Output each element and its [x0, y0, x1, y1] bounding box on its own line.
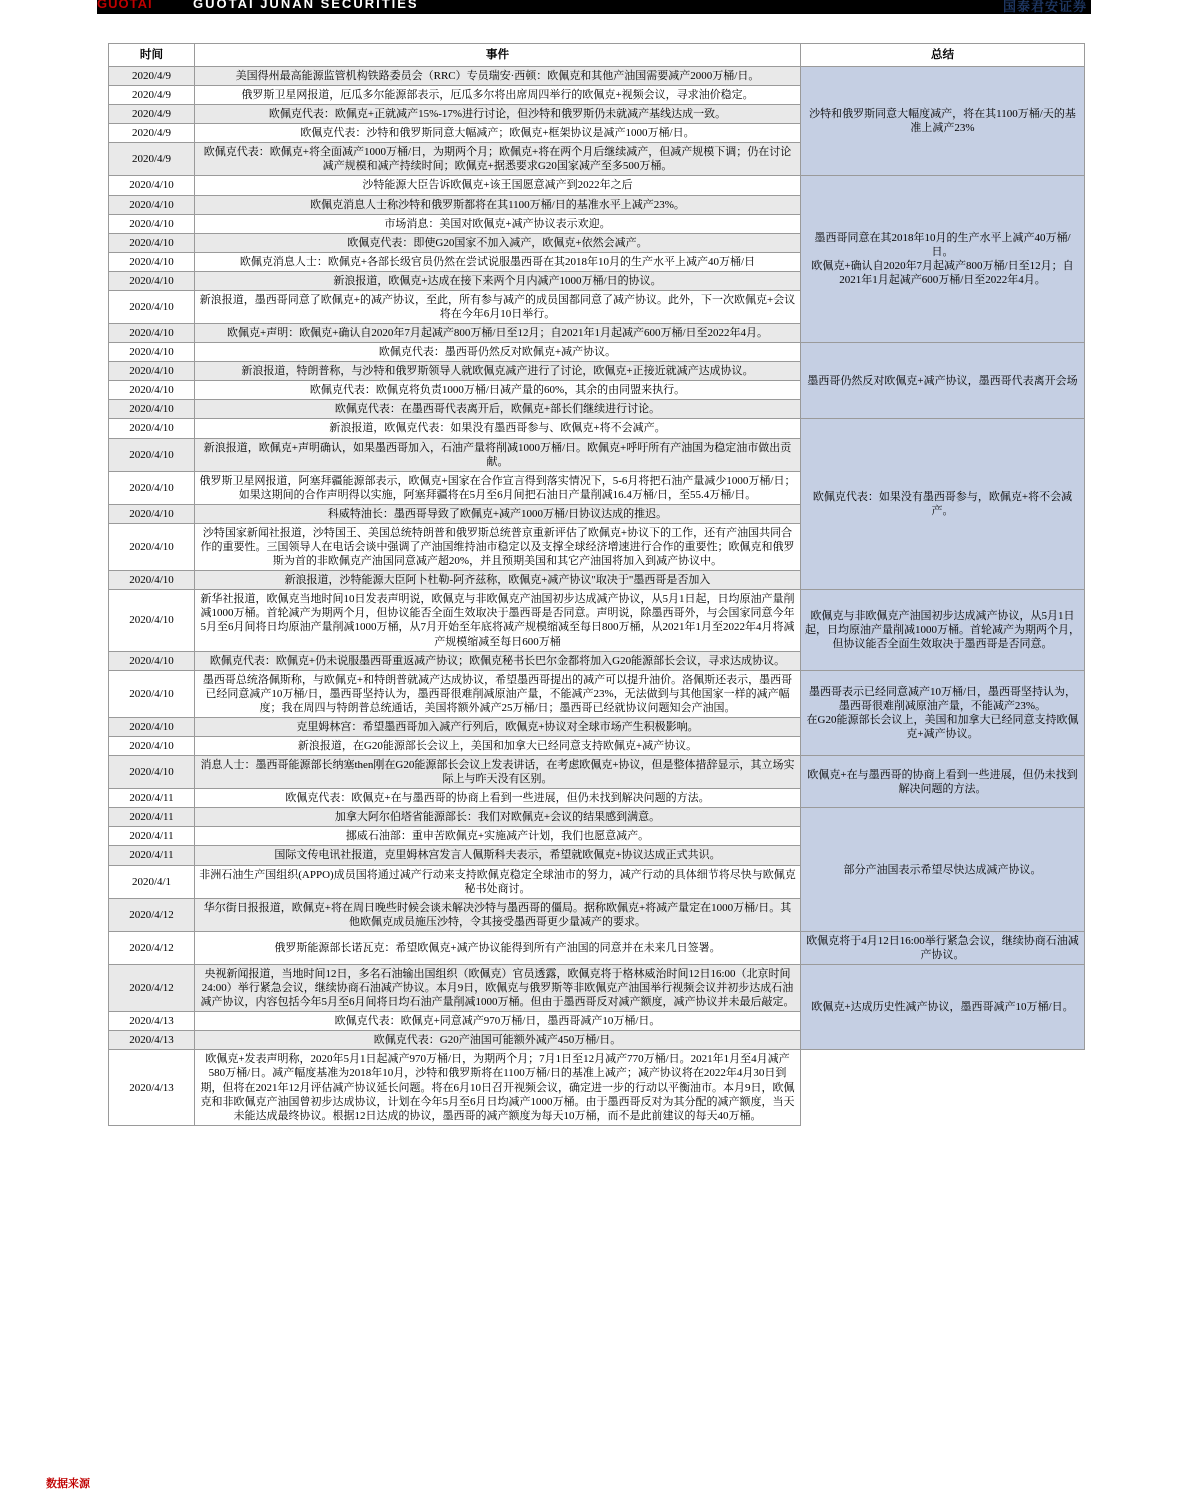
cell-event: 克里姆林宫：希望墨西哥加入减产行列后，欧佩克+协议对全球市场产生积极影响。 [195, 717, 801, 736]
cell-summary: 墨西哥仍然反对欧佩克+减产协议，墨西哥代表离开会场 [801, 343, 1085, 419]
cell-date: 2020/4/10 [109, 195, 195, 214]
cell-event: 加拿大阿尔伯塔省能源部长：我们对欧佩克+会议的结果感到满意。 [195, 808, 801, 827]
cell-date: 2020/4/10 [109, 419, 195, 438]
cell-date: 2020/4/9 [109, 124, 195, 143]
cell-date: 2020/4/10 [109, 756, 195, 789]
table-row [109, 964, 1085, 1011]
table-row [109, 419, 1085, 438]
cell-date: 2020/4/10 [109, 651, 195, 670]
cell-event: 墨西哥总统洛佩斯称，与欧佩克+和特朗普就减产达成协议，希望墨西哥提出的减产可以提升油价。洛佩斯还表示，墨西哥已经同意减产10万桶/日，墨西哥坚持认为，墨西哥很难削减原油产量，不能减产23%，无法做到与其他国家一样的减产幅度；我在周四与特朗普总统通话，美国将额外减产25万桶/日；墨西哥已经就协议问题知会产油国。 [195, 670, 801, 717]
cell-event: 欧佩克代表：即使G20国家不加入减产，欧佩克+依然会减产。 [195, 233, 801, 252]
table-header-row [109, 44, 1085, 67]
table-row [109, 67, 1085, 86]
cell-event: 欧佩克代表：墨西哥仍然反对欧佩克+减产协议。 [195, 343, 801, 362]
cell-event: 欧佩克代表：欧佩克+仍未说服墨西哥重返减产协议；欧佩克秘书长巴尔金都将加入G20能源部长会议，寻求达成协议。 [195, 651, 801, 670]
cell-event: 新华社报道，欧佩克当地时间10日发表声明说，欧佩克与非欧佩克产油国初步达成减产协议，从5月1日起，日均原油产量削减1000万桶。首轮减产为期两个月，但协议能否全面生效取决于墨西哥是否同意。声明说，除墨西哥外，与会国家同意今年5月至6月间将日均原油产量削减1000万桶，从7月开始至年底将减产规模缩减至每日800万桶，从2021年1月至2022年4月将减产规模缩减至每日600万桶 [195, 590, 801, 651]
cell-date: 2020/4/9 [109, 143, 195, 176]
cell-summary: 沙特和俄罗斯同意大幅度减产，将在其1100万桶/天的基准上减产23% [801, 67, 1085, 176]
cell-date: 2020/4/10 [109, 290, 195, 323]
cell-date: 2020/4/10 [109, 504, 195, 523]
cell-event: 沙特能源大臣告诉欧佩克+该王国愿意减产到2022年之后 [195, 176, 801, 195]
table-row [109, 343, 1085, 362]
cell-event: 欧佩克+声明：欧佩克+确认自2020年7月起减产800万桶/日至12月；自2021年1月起减产600万桶/日至2022年4月。 [195, 324, 801, 343]
cell-date: 2020/4/9 [109, 67, 195, 86]
top-black-bar [97, 0, 1091, 14]
table-row [109, 931, 1085, 964]
cell-date: 2020/4/11 [109, 846, 195, 865]
cell-event: 华尔街日报报道，欧佩克+将在周日晚些时候会谈未解决沙特与墨西哥的僵局。据称欧佩克+将减产量定在1000万桶/日。其他欧佩克成员施压沙特，令其接受墨西哥更少量减产的要求。 [195, 898, 801, 931]
cell-date: 2020/4/10 [109, 362, 195, 381]
cell-event: 俄罗斯能源部长诺瓦克：希望欧佩克+减产协议能得到所有产油国的同意并在未来几日签署。 [195, 931, 801, 964]
cell-event: 欧佩克代表：欧佩克+同意减产970万桶/日，墨西哥减产10万桶/日。 [195, 1012, 801, 1031]
brand-logo-left: GUOTAI [97, 0, 153, 11]
cell-event: 欧佩克代表：欧佩克将负责1000万桶/日减产量的60%，其余的由同盟来执行。 [195, 381, 801, 400]
cell-date: 2020/4/10 [109, 471, 195, 504]
column-header-summary: 总结 [801, 44, 1085, 67]
cell-event: 欧佩克消息人士称沙特和俄罗斯都将在其1100万桶/日的基准水平上减产23%。 [195, 195, 801, 214]
table-row [109, 590, 1085, 651]
cell-date: 2020/4/10 [109, 324, 195, 343]
table-row [109, 808, 1085, 827]
cell-date: 2020/4/10 [109, 233, 195, 252]
table-row [109, 176, 1085, 195]
cell-event: 新浪报道，沙特能源大臣阿卜杜勒-阿齐兹称，欧佩克+减产协议"取决于"墨西哥是否加入 [195, 571, 801, 590]
cell-event: 新浪报道，墨西哥同意了欧佩克+的减产协议，至此，所有参与减产的成员国都同意了减产协议。此外，下一次欧佩克+会议将在今年6月10日举行。 [195, 290, 801, 323]
cell-date: 2020/4/1 [109, 865, 195, 898]
cell-event: 新浪报道，欧佩克代表：如果没有墨西哥参与、欧佩克+将不会减产。 [195, 419, 801, 438]
cell-date: 2020/4/10 [109, 590, 195, 651]
cell-date: 2020/4/13 [109, 1050, 195, 1125]
cell-summary: 欧佩克+在与墨西哥的协商上看到一些进展，但仍未找到解决问题的方法。 [801, 756, 1085, 808]
cell-date: 2020/4/10 [109, 343, 195, 362]
cell-summary: 墨西哥表示已经同意减产10万桶/日，墨西哥坚持认为，墨西哥很难削减原油产量，不能减产23%。 在G20能源部长会议上，美国和加拿大已经同意支持欧佩克+减产协议。 [801, 670, 1085, 755]
cell-event: 科威特油长：墨西哥导致了欧佩克+减产1000万桶/日协议达成的推迟。 [195, 504, 801, 523]
cell-event: 挪威石油部：重申苦欧佩克+实施减产计划，我们也愿意减产。 [195, 827, 801, 846]
brand-logo-mid: GUOTAI JUNAN SECURITIES [193, 0, 419, 11]
cell-event: 俄罗斯卫星网报道，阿塞拜疆能源部表示，欧佩克+国家在合作宣言得到落实情况下，5-6月将把石油产量减少1000万桶/日；如果这期间的合作声明得以实施，阿塞拜疆将在5月至6月间把石油日产量削减16.4万桶/日，至55.4万桶/日。 [195, 471, 801, 504]
cell-event: 新浪报道，欧佩克+达成在接下来两个月内减产1000万桶/日的协议。 [195, 271, 801, 290]
cell-event: 新浪报道，特朗普称，与沙特和俄罗斯领导人就欧佩克减产进行了讨论，欧佩克+正接近就减产达成协议。 [195, 362, 801, 381]
cell-event: 欧佩克代表：在墨西哥代表离开后，欧佩克+部长们继续进行讨论。 [195, 400, 801, 419]
cell-date: 2020/4/11 [109, 789, 195, 808]
cell-event: 欧佩克代表：G20产油国可能额外减产450万桶/日。 [195, 1031, 801, 1050]
opec-timeline-table [108, 43, 1085, 1126]
cell-event: 俄罗斯卫星网报道，厄瓜多尔能源部表示，厄瓜多尔将出席周四举行的欧佩克+视频会议，寻求油价稳定。 [195, 86, 801, 105]
cell-event: 欧佩克代表：欧佩克+在与墨西哥的协商上看到一些进展，但仍未找到解决问题的方法。 [195, 789, 801, 808]
cell-date: 2020/4/13 [109, 1031, 195, 1050]
cell-event: 市场消息：美国对欧佩克+减产协议表示欢迎。 [195, 214, 801, 233]
cell-date: 2020/4/12 [109, 964, 195, 1011]
cell-date: 2020/4/10 [109, 271, 195, 290]
cell-event: 欧佩克代表：沙特和俄罗斯同意大幅减产；欧佩克+框架协议是减产1000万桶/日。 [195, 124, 801, 143]
cell-date: 2020/4/11 [109, 827, 195, 846]
cell-date: 2020/4/10 [109, 736, 195, 755]
cell-date: 2020/4/10 [109, 523, 195, 570]
column-header-event: 事件 [195, 44, 801, 67]
footer-source: 数据来源 [46, 1478, 90, 1490]
cell-event: 消息人士：墨西哥能源部长纳塞then刚在G20能源部长会议上发表讲话，在考虑欧佩克+协议，但是整体措辞显示，其立场实际上与昨天没有区别。 [195, 756, 801, 789]
cell-date: 2020/4/10 [109, 252, 195, 271]
table-row [109, 1050, 1085, 1125]
cell-summary: 欧佩克将于4月12日16:00举行紧急会议，继续协商石油减产协议。 [801, 931, 1085, 964]
cell-date: 2020/4/12 [109, 931, 195, 964]
cell-event: 欧佩克消息人士：欧佩克+各部长级官员仍然在尝试说服墨西哥在其2018年10月的生产水平上减产40万桶/日 [195, 252, 801, 271]
cell-event: 国际文传电讯社报道，克里姆林宫发言人佩斯科夫表示，希望就欧佩克+协议达成正式共识。 [195, 846, 801, 865]
table-row [109, 756, 1085, 789]
cell-event: 沙特国家新闻社报道，沙特国王、美国总统特朗普和俄罗斯总统普京重新评估了欧佩克+协议下的工作，还有产油国共同合作的重要性。三国领导人在电话会谈中强调了产油国维持油市稳定以及支撑全球经济增速进行合作的重要性；欧佩克和俄罗斯为首的非欧佩克产油国同意减产超20%，并且预期美国和其它产油国将加入到减产协议中。 [195, 523, 801, 570]
cell-date: 2020/4/9 [109, 86, 195, 105]
cell-event: 欧佩克代表：欧佩克+将全面减产1000万桶/日，为期两个月；欧佩克+将在两个月后继续减产，但减产规模下调；仍在讨论减产规模和减产持续时间；欧佩克+据悉要求G20国家减产至多500万桶。 [195, 143, 801, 176]
cell-date: 2020/4/10 [109, 400, 195, 419]
cell-summary: 欧佩克与非欧佩克产油国初步达成减产协议，从5月1日起，日均原油产量削减1000万桶。首轮减产为期两个月，但协议能否全面生效取决于墨西哥是否同意。 [801, 590, 1085, 670]
cell-date: 2020/4/13 [109, 1012, 195, 1031]
cell-summary: 部分产油国表示希望尽快达成减产协议。 [801, 808, 1085, 932]
cell-event: 美国得州最高能源监管机构铁路委员会（RRC）专员瑞安·西顿：欧佩克和其他产油国需要减产2000万桶/日。 [195, 67, 801, 86]
cell-date: 2020/4/10 [109, 214, 195, 233]
cell-date: 2020/4/10 [109, 571, 195, 590]
cell-date: 2020/4/10 [109, 438, 195, 471]
cell-summary: 欧佩克代表：如果没有墨西哥参与，欧佩克+将不会减产。 [801, 419, 1085, 590]
cell-event: 央视新闻报道，当地时间12日，多名石油输出国组织（欧佩克）官员透露，欧佩克将于格林威治时间12日16:00（北京时间24:00）举行紧急会议，继续协商石油减产协议。本月9日，欧佩克与俄罗斯等非欧佩克产油国举行视频会议并初步达成石油减产协议，内容包括今年5月至6月间将日均石油产量削减1000万桶。但由于墨西哥反对减产额度，减产协议并未最后敲定。 [195, 964, 801, 1011]
cell-date: 2020/4/10 [109, 670, 195, 717]
cell-event: 新浪报道，欧佩克+声明确认，如果墨西哥加入，石油产量将削减1000万桶/日。欧佩克+呼吁所有产油国为稳定油市做出贡献。 [195, 438, 801, 471]
brand-logo-right: 国泰君安证券 [1002, 0, 1087, 14]
cell-event: 欧佩克+发表声明称，2020年5月1日起减产970万桶/日，为期两个月；7月1日至12月减产770万桶/日。2021年1月至4月减产580万桶/日。减产幅度基准为2018年10月，沙特和俄罗斯将在1100万桶/日的基准上减产；减产协议将在2022年4月30日到期，但将在2021年12月评估减产协议延长问题。将在6月10日召开视频会议，确定进一步的行动以平衡油市。本月9日，欧佩克和非欧佩克产油国曾初步达成协议，计划在今年5月至6月日均减产1000万桶。由于墨西哥反对为其分配的减产额度，当天未能达成最终协议。根据12日达成的协议，墨西哥的减产额度为每天10万桶，而不是此前建议的每天40万桶。 [195, 1050, 801, 1125]
column-header-time: 时间 [109, 44, 195, 67]
table-row [109, 670, 1085, 717]
cell-date: 2020/4/9 [109, 105, 195, 124]
cell-event: 新浪报道，在G20能源部长会议上，美国和加拿大已经同意支持欧佩克+减产协议。 [195, 736, 801, 755]
table-body [109, 67, 1085, 1126]
cell-summary: 墨西哥同意在其2018年10月的生产水平上减产40万桶/日。 欧佩克+确认自2020年7月起减产800万桶/日至12月；自2021年1月起减产600万桶/日至2022年4月。 [801, 176, 1085, 343]
cell-summary: 欧佩克+达成历史性减产协议，墨西哥减产10万桶/日。 [801, 964, 1085, 1049]
cell-date: 2020/4/11 [109, 808, 195, 827]
cell-event: 欧佩克代表：欧佩克+正就减产15%-17%进行讨论，但沙特和俄罗斯仍未就减产基线达成一致。 [195, 105, 801, 124]
cell-date: 2020/4/12 [109, 898, 195, 931]
cell-date: 2020/4/10 [109, 381, 195, 400]
cell-date: 2020/4/10 [109, 717, 195, 736]
cell-date: 2020/4/10 [109, 176, 195, 195]
cell-event: 非洲石油生产国组织(APPO)成员国将通过减产行动来支持欧佩克稳定全球油市的努力，减产行动的具体细节将尽快与欧佩克秘书处商讨。 [195, 865, 801, 898]
